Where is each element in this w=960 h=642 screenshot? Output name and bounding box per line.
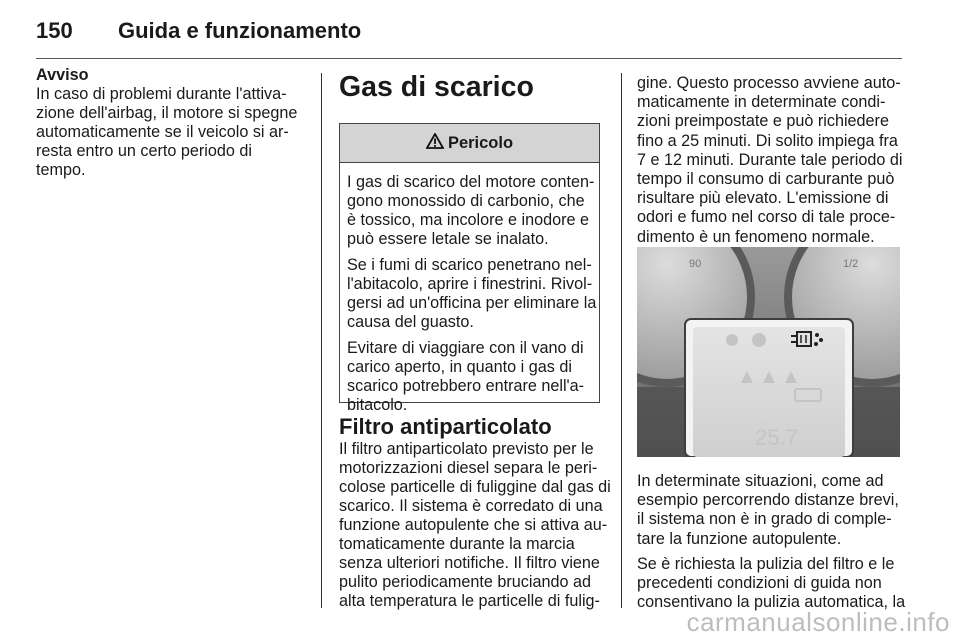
text-line: tomaticamente durante la marcia	[339, 535, 575, 553]
watermark: carmanualsonline.info	[686, 607, 950, 637]
page-number: 150	[36, 18, 73, 43]
warning-paragraph	[347, 339, 592, 415]
text-line: odori e fumo nel corso di tale proce-	[637, 208, 896, 227]
warning-paragraph	[347, 173, 595, 249]
text-line: causa del guasto.	[347, 313, 474, 331]
notice-block	[36, 66, 308, 180]
filter-continued-text	[637, 74, 905, 247]
text-line: gine. Questo processo avviene auto-	[637, 74, 901, 92]
warning-body	[340, 163, 599, 415]
header-divider	[36, 58, 902, 59]
text-line: bitacolo.	[347, 396, 408, 414]
text-line: fino a 25 minuti. Di solito impiega fra	[637, 131, 898, 150]
text-line: maticamente in determinate condi-	[637, 93, 886, 112]
display-reading: 25.7	[755, 425, 798, 450]
notice-line: In caso di problemi durante l'attiva-	[36, 85, 287, 103]
text-line: motorizzazioni diesel separa le peri-	[339, 459, 598, 477]
text-line: gono monossido di carbonio, che	[347, 192, 585, 210]
text-line: risultare più elevato. L'emissione di	[637, 189, 889, 208]
particulate-filter-section	[339, 414, 611, 611]
text-line: scarico. Il sistema è corredato di una	[339, 497, 603, 515]
text-line: tare la funzione autopulente.	[637, 529, 842, 548]
notice-line: tempo.	[36, 161, 86, 179]
text-line: colose particelle di fuliggine dal gas di	[339, 478, 611, 496]
subsection-heading: Filtro antiparticolato	[339, 414, 552, 439]
warning-paragraph	[347, 256, 597, 332]
text-line: Evitare di viaggiare con il vano di	[347, 339, 584, 357]
text-line: senza ulteriori notifiche. Il filtro viene	[339, 554, 600, 572]
text-line: il sistema non è in grado di comple-	[637, 510, 892, 529]
gauge-label: 90	[689, 258, 702, 270]
text-line: dimento è un fenomeno normale.	[637, 227, 875, 246]
notice-title: Avviso	[36, 66, 89, 84]
text-line: 7 e 12 minuti. Durante tale periodo di	[637, 150, 903, 169]
text-line: pulito periodicamente bruciando ad	[339, 573, 591, 591]
notice-line: zione dell'airbag, il motore si spegne	[36, 104, 298, 122]
instrument-cluster-image	[637, 247, 900, 457]
text-line: funzione autopulente che si attiva au-	[339, 516, 608, 534]
filter-cleaning-text	[637, 472, 905, 618]
notice-line: resta entro un certo periodo di	[36, 142, 252, 160]
exhaust-section	[339, 70, 605, 104]
danger-warning-box	[339, 123, 600, 414]
text-line: alta temperatura le particelle di fulig-	[339, 592, 600, 610]
text-line: può essere letale se inalato.	[347, 230, 549, 248]
text-line: è tossico, ma incolore e inodore e	[347, 211, 590, 229]
text-line: consentivano la pulizia automatica, la	[637, 593, 906, 612]
text-line: scarico potrebbero entrare nell'a-	[347, 377, 585, 395]
text-line: Se i fumi di scarico penetrano nel-	[347, 256, 592, 274]
text-line: precedenti condizioni di guida non	[637, 574, 882, 593]
text-line: I gas di scarico del motore conten-	[347, 173, 595, 191]
paragraph	[637, 472, 905, 549]
text-line: In determinate situazioni, come ad	[637, 472, 884, 490]
column-divider	[621, 73, 622, 608]
text-line: l'abitacolo, aprire i finestrini. Rivol-	[347, 275, 593, 293]
warning-header	[340, 124, 599, 163]
section-heading: Gas di scarico	[339, 71, 534, 103]
paragraph	[637, 555, 905, 613]
text-line: esempio percorrendo distanze brevi,	[637, 491, 899, 510]
warning-triangle-icon	[426, 133, 444, 154]
section-title: Guida e funzionamento	[118, 18, 362, 43]
gauge-label: 1/2	[843, 258, 859, 270]
notice-line: automaticamente se il veicolo si ar-	[36, 123, 289, 141]
warning-title: Pericolo	[447, 133, 514, 152]
column-divider	[321, 73, 322, 608]
text-line: zioni preimpostate e può richiedere	[637, 112, 889, 131]
text-line: tempo il consumo di carburante può	[637, 170, 895, 189]
text-line: gersi ad un'officina per eliminare la	[347, 294, 597, 312]
text-line: Se è richiesta la pulizia del filtro e le	[637, 554, 895, 573]
text-line: carico aperto, in quanto i gas di	[347, 358, 572, 376]
text-line: Il filtro antiparticolato previsto per le	[339, 440, 594, 458]
